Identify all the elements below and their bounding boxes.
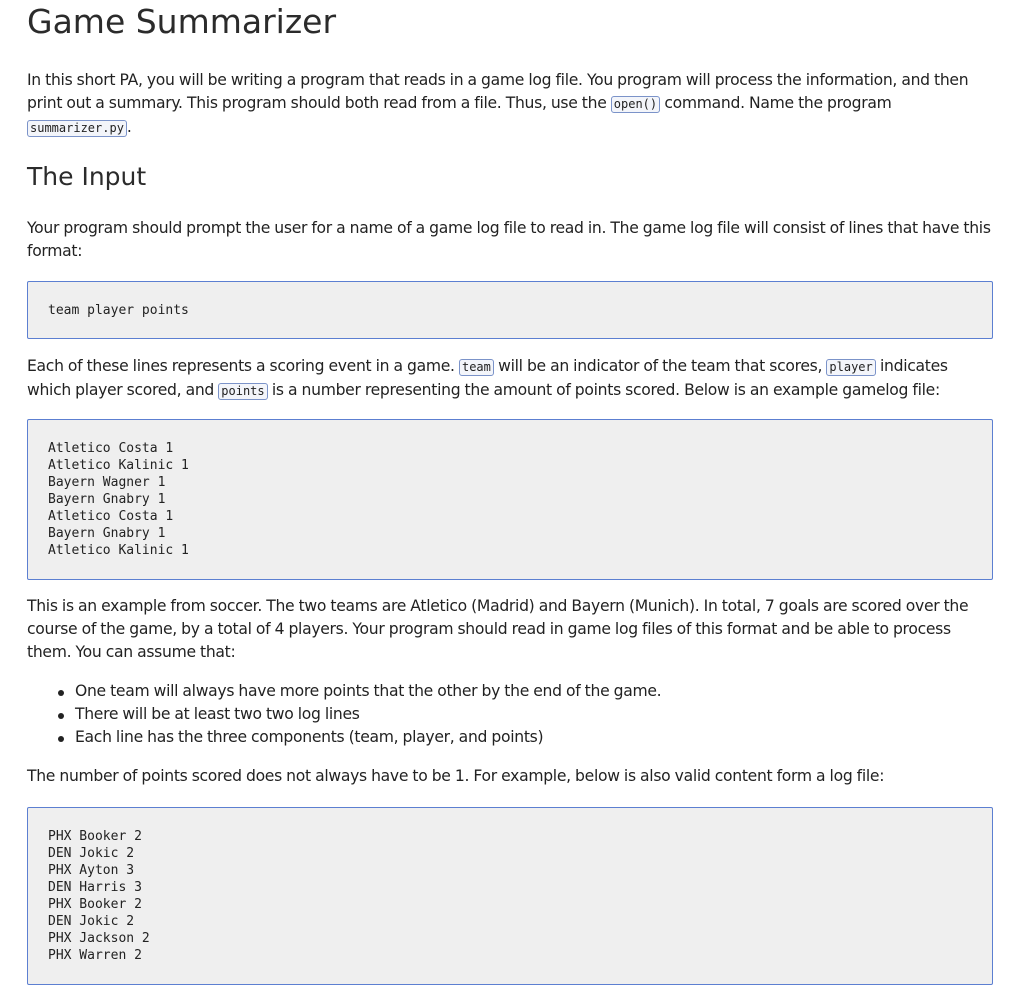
soccer-paragraph: This is an example from soccer. The two teams are Atletico (Madrid) and Bayern (Munich). In total, 7 goals are scored over the course of the game, by a total of 4 players. Your program should read in game log files of this format and be able to process them. You can assume that: xyxy=(27,597,969,661)
list-item xyxy=(75,726,993,749)
inline-code-player: player xyxy=(826,359,875,376)
intro-text-1: In this short PA, you will be writing a program that reads in a game log file. You program will process the information, and then print out a summary. This program should both read from a file. Thus, use the xyxy=(27,71,969,112)
example-gamelog-soccer: Atletico Costa 1 Atletico Kalinic 1 Bayern Wagner 1 Bayern Gnabry 1 Atletico Costa 1 Bayern Gnabry 1 Atletico Kalinic 1 xyxy=(48,441,189,558)
list-item-text: Each line has the three components (team, player, and points) xyxy=(75,728,544,746)
example-gamelog-block-basketball xyxy=(27,807,993,985)
section-heading-input: The Input xyxy=(27,162,147,191)
bullet-icon xyxy=(58,713,64,719)
bullet-icon xyxy=(58,736,64,742)
intro-text-2: command. Name the program xyxy=(660,94,892,112)
intro-paragraph xyxy=(27,69,993,140)
line-desc-text-2: will be an indicator of the team that scores, xyxy=(493,357,827,375)
inline-code-team: team xyxy=(459,359,494,376)
inline-code-filename: summarizer.py xyxy=(27,120,127,137)
format-code: team player points xyxy=(48,303,189,318)
inline-code-points: points xyxy=(218,383,267,400)
list-item-text: There will be at least two two log lines xyxy=(75,705,360,723)
list-item-text: One team will always have more points that the other by the end of the game. xyxy=(75,682,662,700)
assumptions-list xyxy=(27,680,993,749)
list-item xyxy=(75,680,993,703)
points-paragraph: The number of points scored does not always have to be 1. For example, below is also valid content form a log file: xyxy=(27,767,885,785)
example-gamelog-basketball: PHX Booker 2 DEN Jokic 2 PHX Ayton 3 DEN Harris 3 PHX Booker 2 DEN Jokic 2 PHX Jackson 2 PHX Warren 2 xyxy=(48,829,150,963)
example-gamelog-block-soccer xyxy=(27,419,993,580)
intro-text-3: . xyxy=(126,118,132,136)
line-description-paragraph xyxy=(27,355,993,403)
line-desc-text-3: indicates which player scored, and xyxy=(27,357,948,399)
input-paragraph: Your program should prompt the user for a name of a game log file to read in. The game log file will consist of lines that have this format: xyxy=(27,219,991,260)
inline-code-open: open() xyxy=(611,96,660,113)
list-item xyxy=(75,703,993,726)
line-desc-text-1: Each of these lines represents a scoring event in a game. xyxy=(27,357,459,375)
bullet-icon xyxy=(58,690,64,696)
page-title: Game Summarizer xyxy=(27,2,337,41)
line-desc-text-4: is a number representing the amount of points scored. Below is an example gamelog file: xyxy=(267,381,940,399)
format-code-block xyxy=(27,281,993,339)
